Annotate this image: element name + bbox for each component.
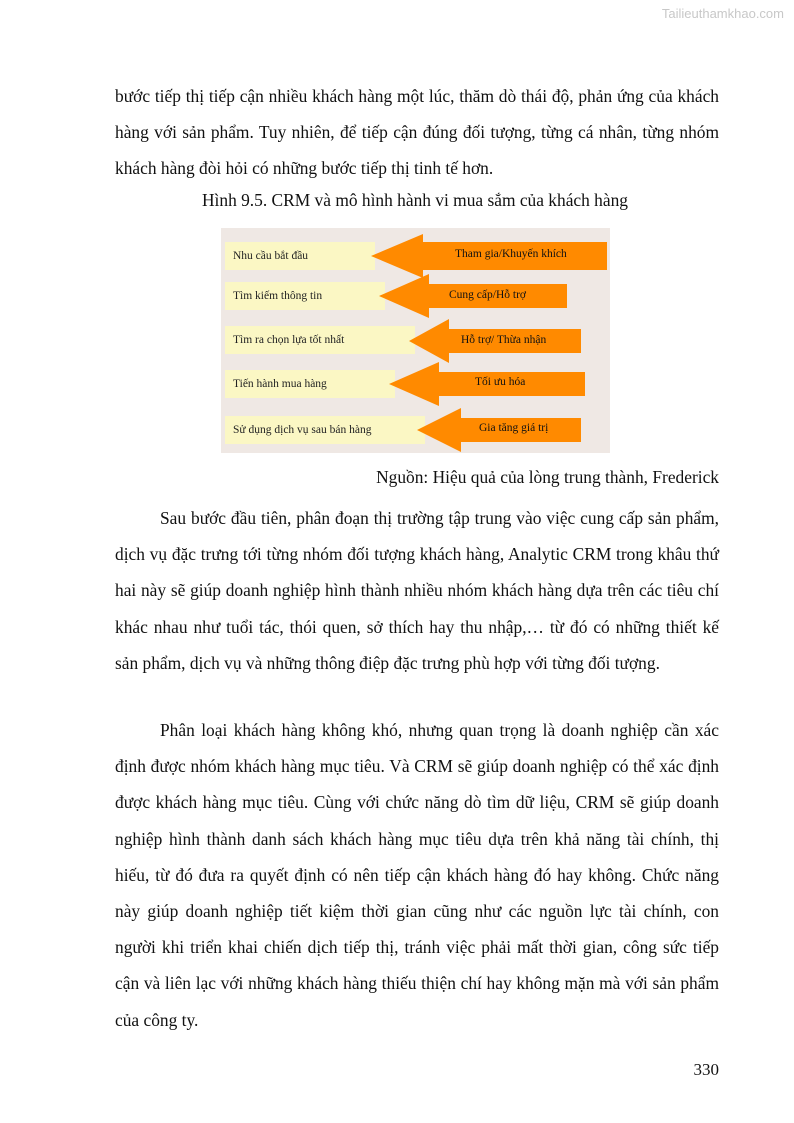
stage-label-3: Tìm ra chọn lựa tốt nhất <box>225 326 415 354</box>
page-number: 330 <box>693 1060 719 1079</box>
intro-paragraph: bước tiếp thị tiếp cận nhiều khách hàng một lúc, thăm dò thái độ, phản ứng của khách hàng với sản phẩm. Tuy nhiên, để tiếp cận đúng đối tượng, từng cá nhân, từng nhóm khách hàng đòi hỏi có những bước tiếp thị tinh tế hơn. <box>115 86 719 179</box>
stage-label-2: Tìm kiếm thông tin <box>225 282 385 310</box>
arrow-label-5: Gia tăng giá trị <box>479 422 549 434</box>
arrow-label-4: Tối ưu hóa <box>475 376 526 388</box>
body-paragraph-1: Sau bước đầu tiên, phân đoạn thị trường tập trung vào việc cung cấp sản phẩm, dịch vụ đặc trưng tới từng nhóm đối tượng khách hàng, Analytic CRM trong khâu thứ hai này sẽ giúp doanh nghiệp hình thành nhiều nhóm khách hàng dựa trên các tiêu chí khác nhau như tuổi tác, thói quen, sở thích hay thu nhập,… từ đó có những thiết kế sản phẩm, dịch vụ và những thông điệp đặc trưng phù hợp với từng đối tượng. <box>115 508 719 673</box>
source-note: Nguồn: Hiệu quả của lòng trung thành, Frederick <box>376 467 719 487</box>
watermark: Tailieuthamkhao.com <box>661 6 784 21</box>
body-paragraph-2: Phân loại khách hàng không khó, nhưng quan trọng là doanh nghiệp cần xác định được nhóm khách hàng mục tiêu. Và CRM sẽ giúp doanh nghiệp có thể xác định được khách hàng mục tiêu. Cùng với chức năng dò tìm dữ liệu, CRM sẽ giúp doanh nghiệp hình thành danh sách khách hàng mục tiêu dựa trên khả năng tài chính, thị hiếu, từ đó đưa ra quyết định có nên tiếp cận khách hàng đó hay không. Chức năng này giúp doanh nghiệp tiết kiệm thời gian cũng như các nguồn lực tài chính, con người khi triển khai chiến dịch tiếp thị, tránh việc phải mất thời gian, công sức tiếp cận và liên lạc với những khách hàng thiếu thiện chí hay không mặn mà với sản phẩm của công ty. <box>115 720 719 1030</box>
stage-label-4: Tiến hành mua hàng <box>225 370 395 398</box>
figure-caption: Hình 9.5. CRM và mô hình hành vi mua sắm của khách hàng <box>201 190 628 210</box>
crm-figure <box>221 228 610 453</box>
arrow-label-1: Tham gia/Khuyến khích <box>455 248 567 260</box>
arrow-label-2: Cung cấp/Hỗ trợ <box>449 289 526 301</box>
arrow-label-3: Hỗ trợ/ Thừa nhận <box>461 334 547 346</box>
stage-label-1: Nhu cầu bắt đầu <box>225 242 375 270</box>
stage-label-5: Sử dụng dịch vụ sau bán hàng <box>225 416 425 444</box>
